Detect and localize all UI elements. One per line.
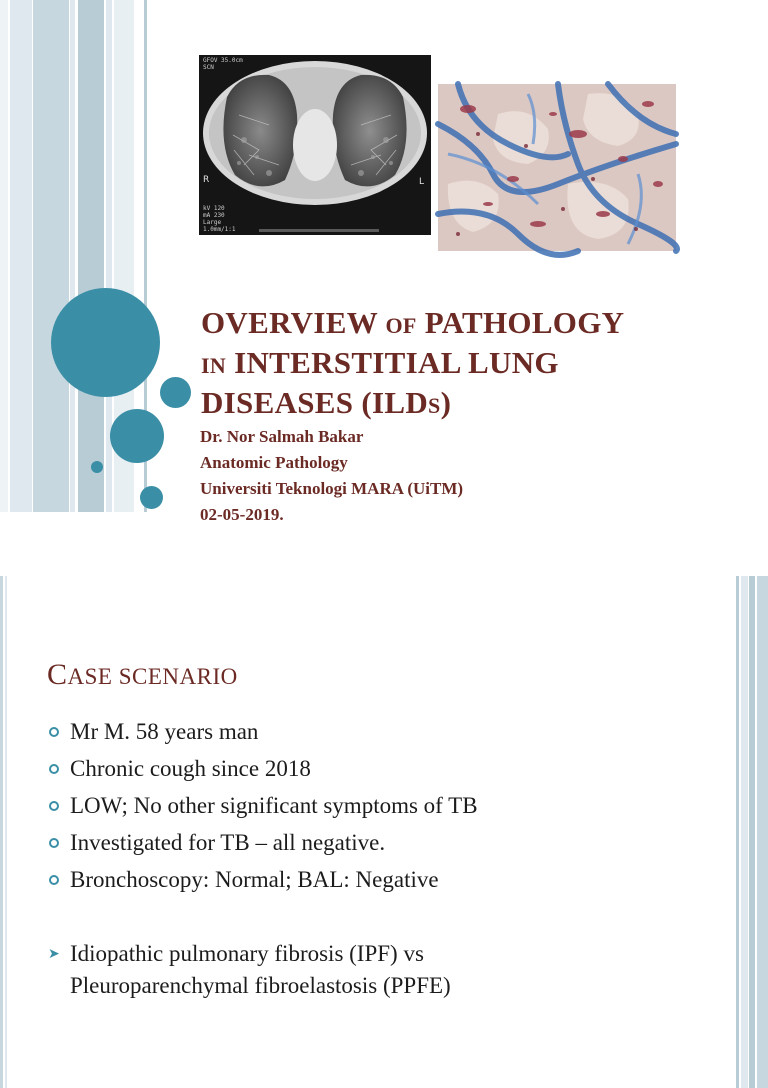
decorative-stripe	[10, 0, 32, 512]
bullet-icon	[49, 801, 59, 811]
decorative-stripe	[5, 576, 7, 1088]
bullet-icon	[49, 727, 59, 737]
decorative-stripe	[70, 0, 75, 512]
case-scenario-slide	[0, 576, 768, 1088]
decorative-stripe	[78, 0, 104, 512]
title-slide	[0, 0, 768, 524]
histology-graphic	[438, 84, 676, 251]
ct-scan-right-marker: R	[203, 175, 210, 185]
bullet-icon	[49, 838, 59, 848]
institution: Universiti Teknologi MARA (UiTM)	[200, 479, 464, 498]
department: Anatomic Pathology	[200, 453, 348, 472]
list-item: Mr M. 58 years man	[48, 713, 478, 750]
decorative-circle	[91, 461, 103, 473]
bullet-list	[48, 713, 478, 898]
decorative-stripe	[0, 576, 3, 1088]
decorative-circle	[140, 486, 163, 509]
arrow-bullet-icon: ➤	[48, 946, 60, 962]
differential-line: Idiopathic pulmonary fibrosis (IPF) vs	[70, 941, 424, 966]
presentation-date: 02-05-2019.	[200, 505, 284, 524]
decorative-circle	[110, 409, 164, 463]
arrow-list-item	[48, 938, 451, 1002]
decorative-stripe	[749, 576, 755, 1088]
slide-heading: CASE SCENARIO	[47, 658, 238, 691]
decorative-stripe	[0, 0, 8, 512]
ct-scan-image	[199, 55, 431, 235]
bullet-icon	[49, 875, 59, 885]
decorative-circle	[51, 288, 160, 397]
histology-image	[438, 84, 676, 251]
ct-scan-annotation: GFOV 35.0cm SCN	[203, 57, 243, 71]
decorative-stripe	[757, 576, 768, 1088]
slide-subtitle	[200, 424, 463, 528]
decorative-stripe	[736, 576, 739, 1088]
bullet-icon	[49, 764, 59, 774]
author-name: Dr. Nor Salmah Bakar	[200, 427, 364, 446]
decorative-circle	[160, 377, 191, 408]
decorative-stripe	[741, 576, 748, 1088]
list-item: Chronic cough since 2018	[48, 750, 478, 787]
list-item: Bronchoscopy: Normal; BAL: Negative	[48, 861, 478, 898]
list-item: Investigated for TB – all negative.	[48, 824, 478, 861]
ct-scan-left-marker: L	[419, 177, 425, 187]
slide-title: OVERVIEW OF PATHOLOGY IN INTERSTITIAL LUNG DISEASES (ILDS)	[201, 305, 625, 420]
differential-line: Pleuroparenchymal fibroelastosis (PPFE)	[70, 973, 451, 998]
decorative-stripe	[33, 0, 69, 512]
ct-scan-annotation: kV 120 mA 230 Large 1.0mm/1:1	[203, 205, 236, 233]
list-item: LOW; No other significant symptoms of TB	[48, 787, 478, 824]
